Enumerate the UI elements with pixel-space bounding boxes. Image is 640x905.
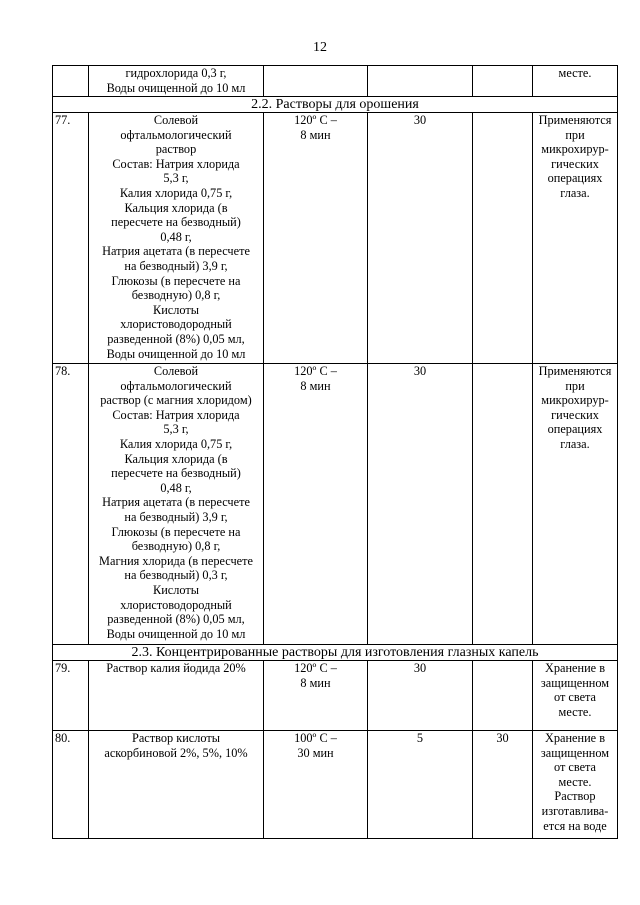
cell-text-line: 0,48 г, xyxy=(160,480,192,495)
cell-text-line: 120º С – xyxy=(294,113,337,127)
cell-text-line: на безводный) 0,3 г, xyxy=(124,568,228,583)
term-cell: 30 xyxy=(473,731,533,839)
table-row xyxy=(53,113,618,364)
cell-text-line: операциях xyxy=(547,171,603,186)
sterilization-mode-cell xyxy=(264,661,368,731)
table-row xyxy=(53,661,618,731)
cell-text-line: 5,3 г, xyxy=(163,422,189,437)
term-cell xyxy=(473,364,533,645)
cell-text-line: безводную) 0,8 г, xyxy=(131,288,221,303)
cell-text-line: Кальция хлорида (в xyxy=(124,451,228,466)
table-row xyxy=(53,364,618,645)
cell-text-line: Глюкозы (в пересчете на xyxy=(111,524,241,539)
sterilization-mode-cell xyxy=(264,66,368,97)
composition-cell xyxy=(89,731,264,839)
row-number-cell: 79. xyxy=(53,661,89,731)
cell-text-line: защищенном xyxy=(540,675,610,690)
cell-text-line: 8 мин xyxy=(300,127,331,142)
shelf-life-cell xyxy=(368,66,473,97)
cell-text-line: гических xyxy=(551,156,599,171)
cell-text-line: гических xyxy=(551,407,599,422)
table-row xyxy=(53,66,618,97)
shelf-life-cell: 30 xyxy=(368,113,473,364)
cell-text-line: месте. xyxy=(558,704,592,719)
cell-text-line: пересчете на безводный) xyxy=(111,466,241,481)
cell-text-line: на безводный) 3,9 г, xyxy=(124,509,228,524)
cell-text-line: глаза. xyxy=(560,185,590,200)
row-number-cell: 78. xyxy=(53,364,89,645)
note-cell xyxy=(533,113,618,364)
cell-text-line: 5,3 г, xyxy=(163,171,189,186)
cell-text-line: раствор (с магния хлоридом) xyxy=(100,393,252,408)
sterilization-mode-cell xyxy=(264,364,368,645)
cell-text-line: глаза. xyxy=(560,436,590,451)
cell-text-line: Хранение в xyxy=(544,731,606,745)
note-cell xyxy=(533,364,618,645)
note-cell xyxy=(533,731,618,839)
cell-text-line: Натрия ацетата (в пересчете xyxy=(102,244,250,259)
cell-text-line: Воды очищенной до 10 мл xyxy=(106,626,246,641)
cell-text-line: при xyxy=(565,378,585,393)
section-heading-row xyxy=(53,645,618,661)
shelf-life-cell: 5 xyxy=(368,731,473,839)
cell-text-line: Воды очищенной до 10 мл xyxy=(106,346,246,361)
cell-text-line: Применяются xyxy=(538,113,612,127)
cell-text-line: Применяются xyxy=(538,364,612,378)
cell-text-line: Солевой xyxy=(153,364,199,378)
cell-text-line: операциях xyxy=(547,422,603,437)
cell-text-line: разведенной (8%) 0,05 мл, xyxy=(107,331,245,346)
term-cell xyxy=(473,113,533,364)
cell-text-line: Натрия ацетата (в пересчете xyxy=(102,495,250,510)
cell-text-line: Глюкозы (в пересчете на xyxy=(111,273,241,288)
cell-text-line: раствор xyxy=(155,142,197,157)
cell-text-line: гидрохлорида 0,3 г, xyxy=(125,66,227,80)
cell-text-line: Раствор калия йодида 20% xyxy=(106,661,246,675)
cell-text-line: 120º С – xyxy=(294,364,337,378)
composition-cell xyxy=(89,113,264,364)
cell-text-line: 0,48 г, xyxy=(160,229,192,244)
cell-text-line: ется на воде xyxy=(543,818,607,833)
shelf-life-cell: 30 xyxy=(368,364,473,645)
row-number-cell: 80. xyxy=(53,731,89,839)
cell-text-line: от света xyxy=(553,760,597,775)
cell-text-line: месте. xyxy=(558,774,592,789)
cell-text-line: Раствор xyxy=(554,789,596,804)
cell-text-line: пересчете на безводный) xyxy=(111,215,241,230)
note-cell xyxy=(533,66,618,97)
cell-text-line: 8 мин xyxy=(300,675,331,690)
row-number-cell xyxy=(53,66,89,97)
cell-text-line: Состав: Натрия хлорида xyxy=(112,407,240,422)
cell-text-line: Калия хлорида 0,75 г, xyxy=(119,436,233,451)
cell-text-line: Магния хлорида (в пересчете xyxy=(99,553,253,568)
cell-text-line: хлористоводородный xyxy=(120,317,232,332)
section-heading-2-2: 2.2. Растворы для орошения xyxy=(53,97,618,113)
cell-text-line: месте. xyxy=(558,66,592,80)
shelf-life-cell: 30 xyxy=(368,661,473,731)
sterilization-mode-cell xyxy=(264,113,368,364)
cell-text-line: Кальция хлорида (в xyxy=(124,200,228,215)
composition-cell xyxy=(89,364,264,645)
cell-text-line: микрохирур- xyxy=(541,393,609,408)
solutions-table xyxy=(52,65,618,839)
cell-text-line: изготавлива- xyxy=(541,803,609,818)
cell-text-line: разведенной (8%) 0,05 мл, xyxy=(107,612,245,627)
cell-text-line: 8 мин xyxy=(300,378,331,393)
page-number: 12 xyxy=(313,40,327,55)
sterilization-mode-cell xyxy=(264,731,368,839)
cell-text-line: на безводный) 3,9 г, xyxy=(124,258,228,273)
term-cell xyxy=(473,661,533,731)
composition-cell xyxy=(89,66,264,97)
cell-text-line: 120º С – xyxy=(294,661,337,675)
cell-text-line: хлористоводородный xyxy=(120,597,232,612)
row-number-cell: 77. xyxy=(53,113,89,364)
note-cell xyxy=(533,661,618,731)
cell-text-line: Хранение в xyxy=(544,661,606,675)
composition-cell xyxy=(89,661,264,731)
cell-text-line: офтальмологический xyxy=(120,127,232,142)
cell-text-line: Воды очищенной до 10 мл xyxy=(106,80,246,95)
cell-text-line: Калия хлорида 0,75 г, xyxy=(119,185,233,200)
table-row xyxy=(53,731,618,839)
term-cell xyxy=(473,66,533,97)
cell-text-line: Солевой xyxy=(153,113,199,127)
cell-text-line: от света xyxy=(553,690,597,705)
cell-text-line: Кислоты xyxy=(153,302,199,317)
cell-text-line: защищенном xyxy=(540,745,610,760)
cell-text-line: аскорбиновой 2%, 5%, 10% xyxy=(104,745,248,760)
cell-text-line: Состав: Натрия хлорида xyxy=(112,156,240,171)
cell-text-line: при xyxy=(565,127,585,142)
cell-text-line: безводную) 0,8 г, xyxy=(131,539,221,554)
cell-text-line: Кислоты xyxy=(153,582,199,597)
cell-text-line: офтальмологический xyxy=(120,378,232,393)
cell-text-line: 30 мин xyxy=(297,745,334,760)
section-heading-row xyxy=(53,97,618,113)
cell-text-line: микрохирур- xyxy=(541,142,609,157)
section-heading-2-3: 2.3. Концентрированные растворы для изготовления глазных капель xyxy=(53,645,618,661)
cell-text-line: Раствор кислоты xyxy=(132,731,220,745)
cell-text-line: 100º С – xyxy=(294,731,337,745)
